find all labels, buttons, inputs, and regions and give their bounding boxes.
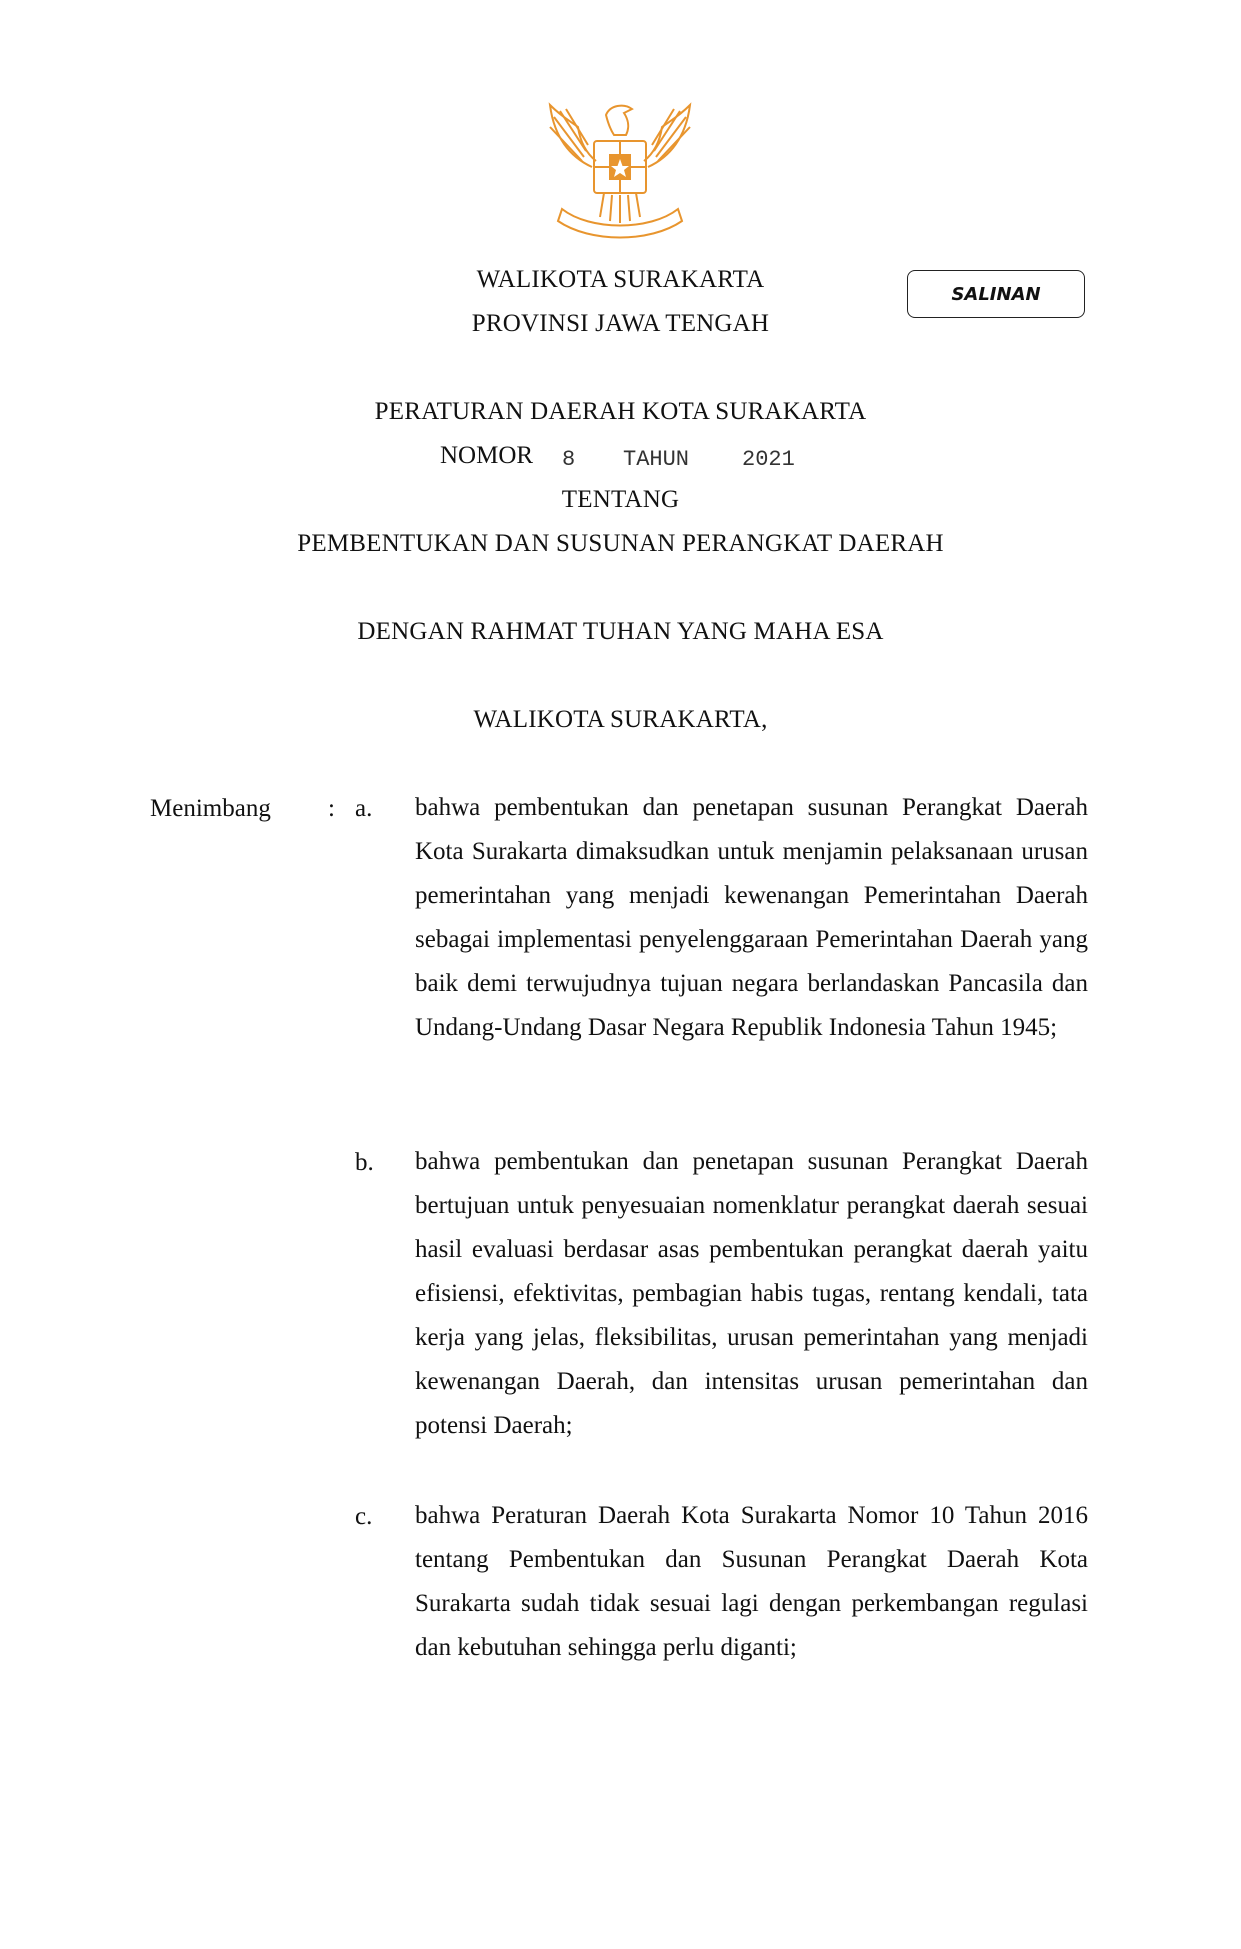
- menimbang-colon: :: [328, 795, 335, 822]
- tahun-value: 2021: [742, 447, 795, 472]
- header-province: PROVINSI JAWA TENGAH: [471, 310, 770, 337]
- nomor-label: NOMOR: [440, 442, 534, 469]
- nomor-value: 8: [562, 447, 576, 472]
- regulation-title: PERATURAN DAERAH KOTA SURAKARTA: [374, 398, 867, 425]
- regulation-number: [440, 442, 840, 474]
- item-a-letter: a.: [355, 795, 373, 822]
- header-mayor-title: WALIKOTA SURAKARTA: [476, 266, 765, 293]
- menimbang-label: Menimbang: [150, 795, 271, 822]
- salinan-stamp: SALINAN: [907, 270, 1085, 318]
- tahun-label: TAHUN: [623, 447, 690, 472]
- garuda-emblem-icon: [540, 97, 700, 245]
- item-a-text: bahwa pembentukan dan penetapan susunan Perangkat Daerah Kota Surakarta dimaksudkan untuk menjamin pelaksanaan urusan pemerintahan yang menjadi kewenangan Pemerintahan Daerah sebagai implementasi penyelenggaraan Pemerintahan Daerah yang baik demi terwujudnya tujuan negara berlandaskan Pancasila dan Undang-Undang Dasar Negara Republik Indonesia Tahun 1945;: [415, 794, 1088, 1041]
- item-b-letter: b.: [355, 1149, 374, 1176]
- preamble-rahmat: DENGAN RAHMAT TUHAN YANG MAHA ESA: [357, 618, 884, 645]
- consideration-item-c: [415, 1494, 1088, 1670]
- regulation-subject: PEMBENTUKAN DAN SUSUNAN PERANGKAT DAERAH: [297, 530, 944, 557]
- item-b-text: bahwa pembentukan dan penetapan susunan Perangkat Daerah bertujuan untuk penyesuaian nomenklatur perangkat daerah sesuai hasil evaluasi berdasar asas pembentukan perangkat daerah yaitu efisiensi, efektivitas, pembagian habis tugas, rentang kendali, tata kerja yang jelas, fleksibilitas, urusan pemerintahan yang menjadi kewenangan Daerah, dan intensitas urusan pemerintahan dan potensi Daerah;: [415, 1148, 1088, 1439]
- tentang-label: TENTANG: [561, 486, 680, 513]
- item-c-letter: c.: [355, 1503, 373, 1530]
- preamble-walikota: WALIKOTA SURAKARTA,: [473, 706, 768, 733]
- consideration-item-a: [415, 786, 1088, 1050]
- consideration-item-b: [415, 1140, 1088, 1448]
- item-c-text: bahwa Peraturan Daerah Kota Surakarta Nomor 10 Tahun 2016 tentang Pembentukan dan Susunan Perangkat Daerah Kota Surakarta sudah tidak sesuai lagi dengan perkembangan regulasi dan kebutuhan sehingga perlu diganti;: [415, 1502, 1088, 1661]
